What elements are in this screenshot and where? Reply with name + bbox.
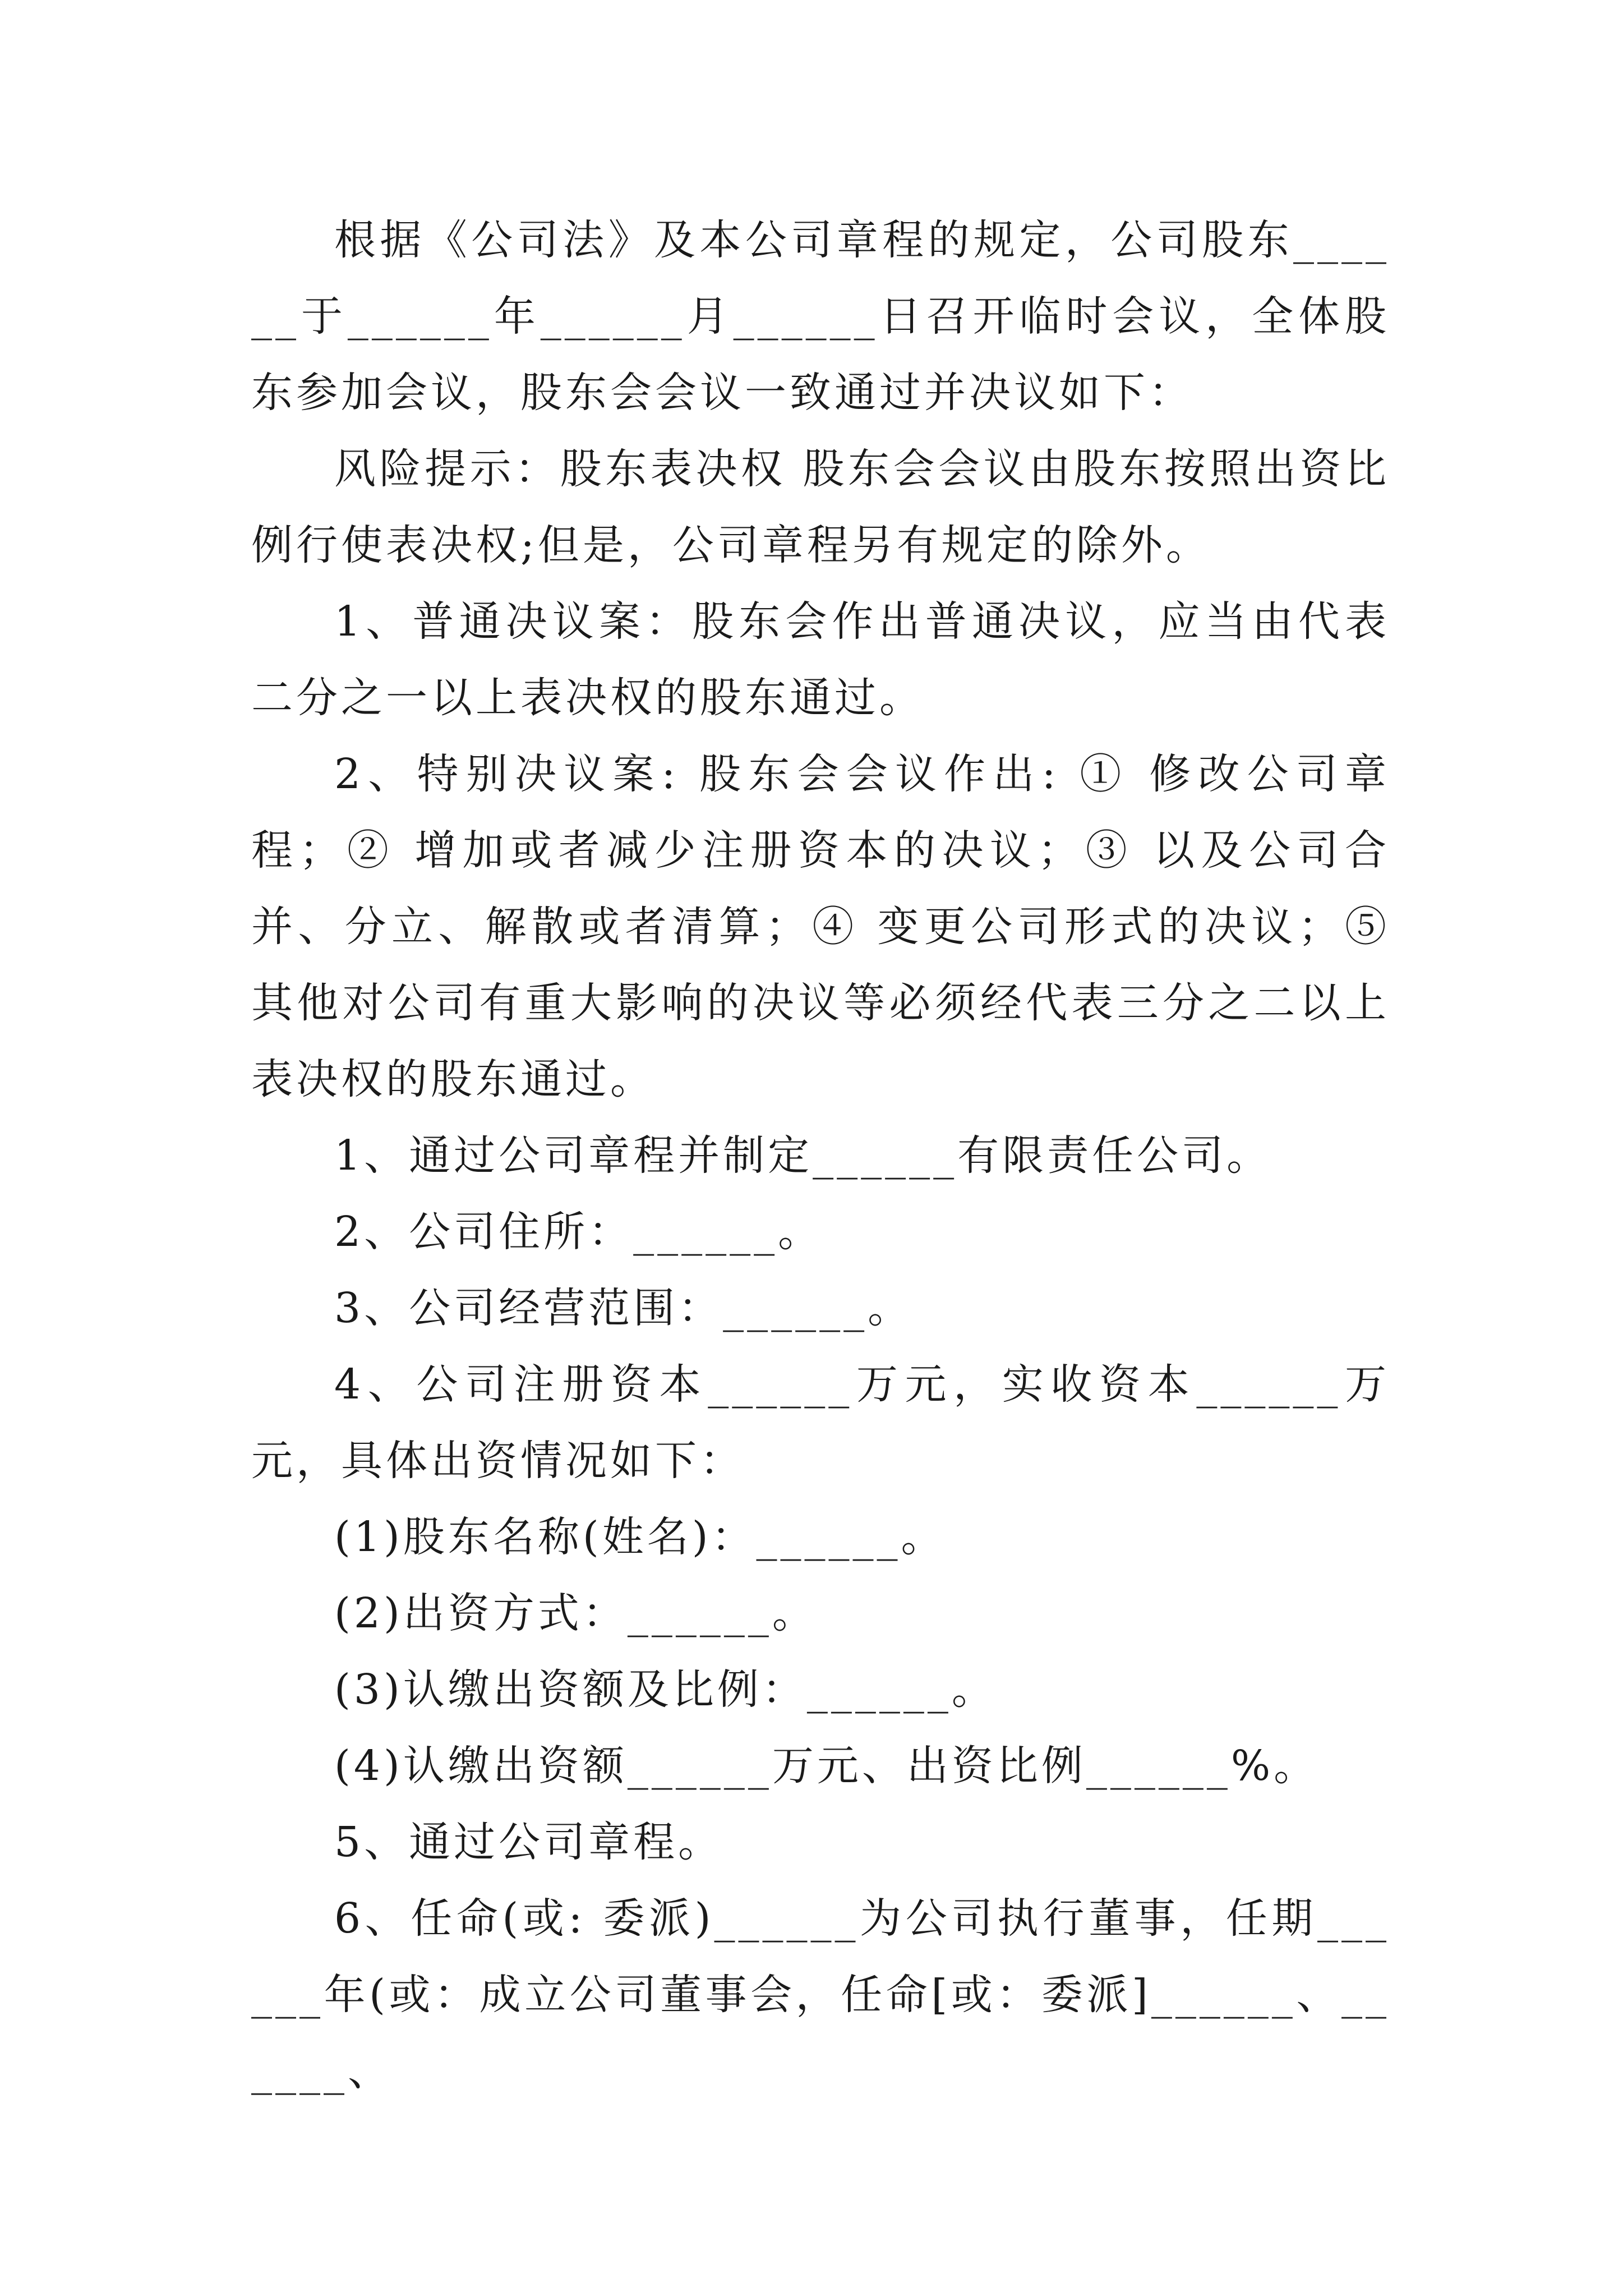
paragraph-sub-1-shareholder-name: (1)股东名称(姓名)：______。 bbox=[334, 1513, 946, 1561]
paragraph-item-4-registered-capital: 4、公司注册资本______万元，实收资本______万元，具体出资情况如下： bbox=[251, 1360, 1390, 1485]
paragraph-item-5-adopt-articles: 5、通过公司章程。 bbox=[334, 1818, 723, 1866]
paragraph-risk-notice: 风险提示：股东表决权 股东会会议由股东按照出资比例行使表决权;但是，公司章程另有规定的除外。 bbox=[251, 445, 1390, 569]
paragraph-item-2-address: 2、公司住所：______。 bbox=[334, 1208, 823, 1256]
paragraph-meeting-intro: 根据《公司法》及本公司章程的规定，公司股东______于______年______月______日召开临时会议，全体股东参加会议，股东会会议一致通过并决议如下： bbox=[251, 216, 1390, 417]
paragraph-sub-3-subscribed-amount-ratio: (3)认缴出资额及比例：______。 bbox=[334, 1665, 997, 1714]
paragraph-item-6-appointment: 6、任命(或: 委派)______为公司执行董事，任期______年(或：成立公司董事会，任命[或：委派]______、______、 bbox=[251, 1894, 1390, 2095]
paragraph-item-3-business-scope: 3、公司经营范围：______。 bbox=[334, 1284, 913, 1332]
document-body bbox=[251, 202, 1390, 2109]
paragraph-sub-2-contribution-method: (2)出资方式：______。 bbox=[334, 1589, 817, 1637]
paragraph-special-resolution: 2、特别决议案: 股东会会议作出: ① 修改公司章程；② 增加或者减少注册资本的决议；③ 以及公司合并、分立、解散或者清算；④ 变更公司形式的决议；⑤ 其他对公司有重大影响的决议等必须经代表三分之二以上表决权的股东通过。 bbox=[251, 750, 1390, 1103]
paragraph-ordinary-resolution: 1、普通决议案：股东会作出普通决议，应当由代表二分之一以上表决权的股东通过。 bbox=[251, 597, 1390, 722]
paragraph-item-1-articles: 1、通过公司章程并制定______有限责任公司。 bbox=[334, 1131, 1272, 1180]
paragraph-sub-4-subscribed-amount: (4)认缴出资额______万元、出资比例______%。 bbox=[334, 1742, 1319, 1790]
